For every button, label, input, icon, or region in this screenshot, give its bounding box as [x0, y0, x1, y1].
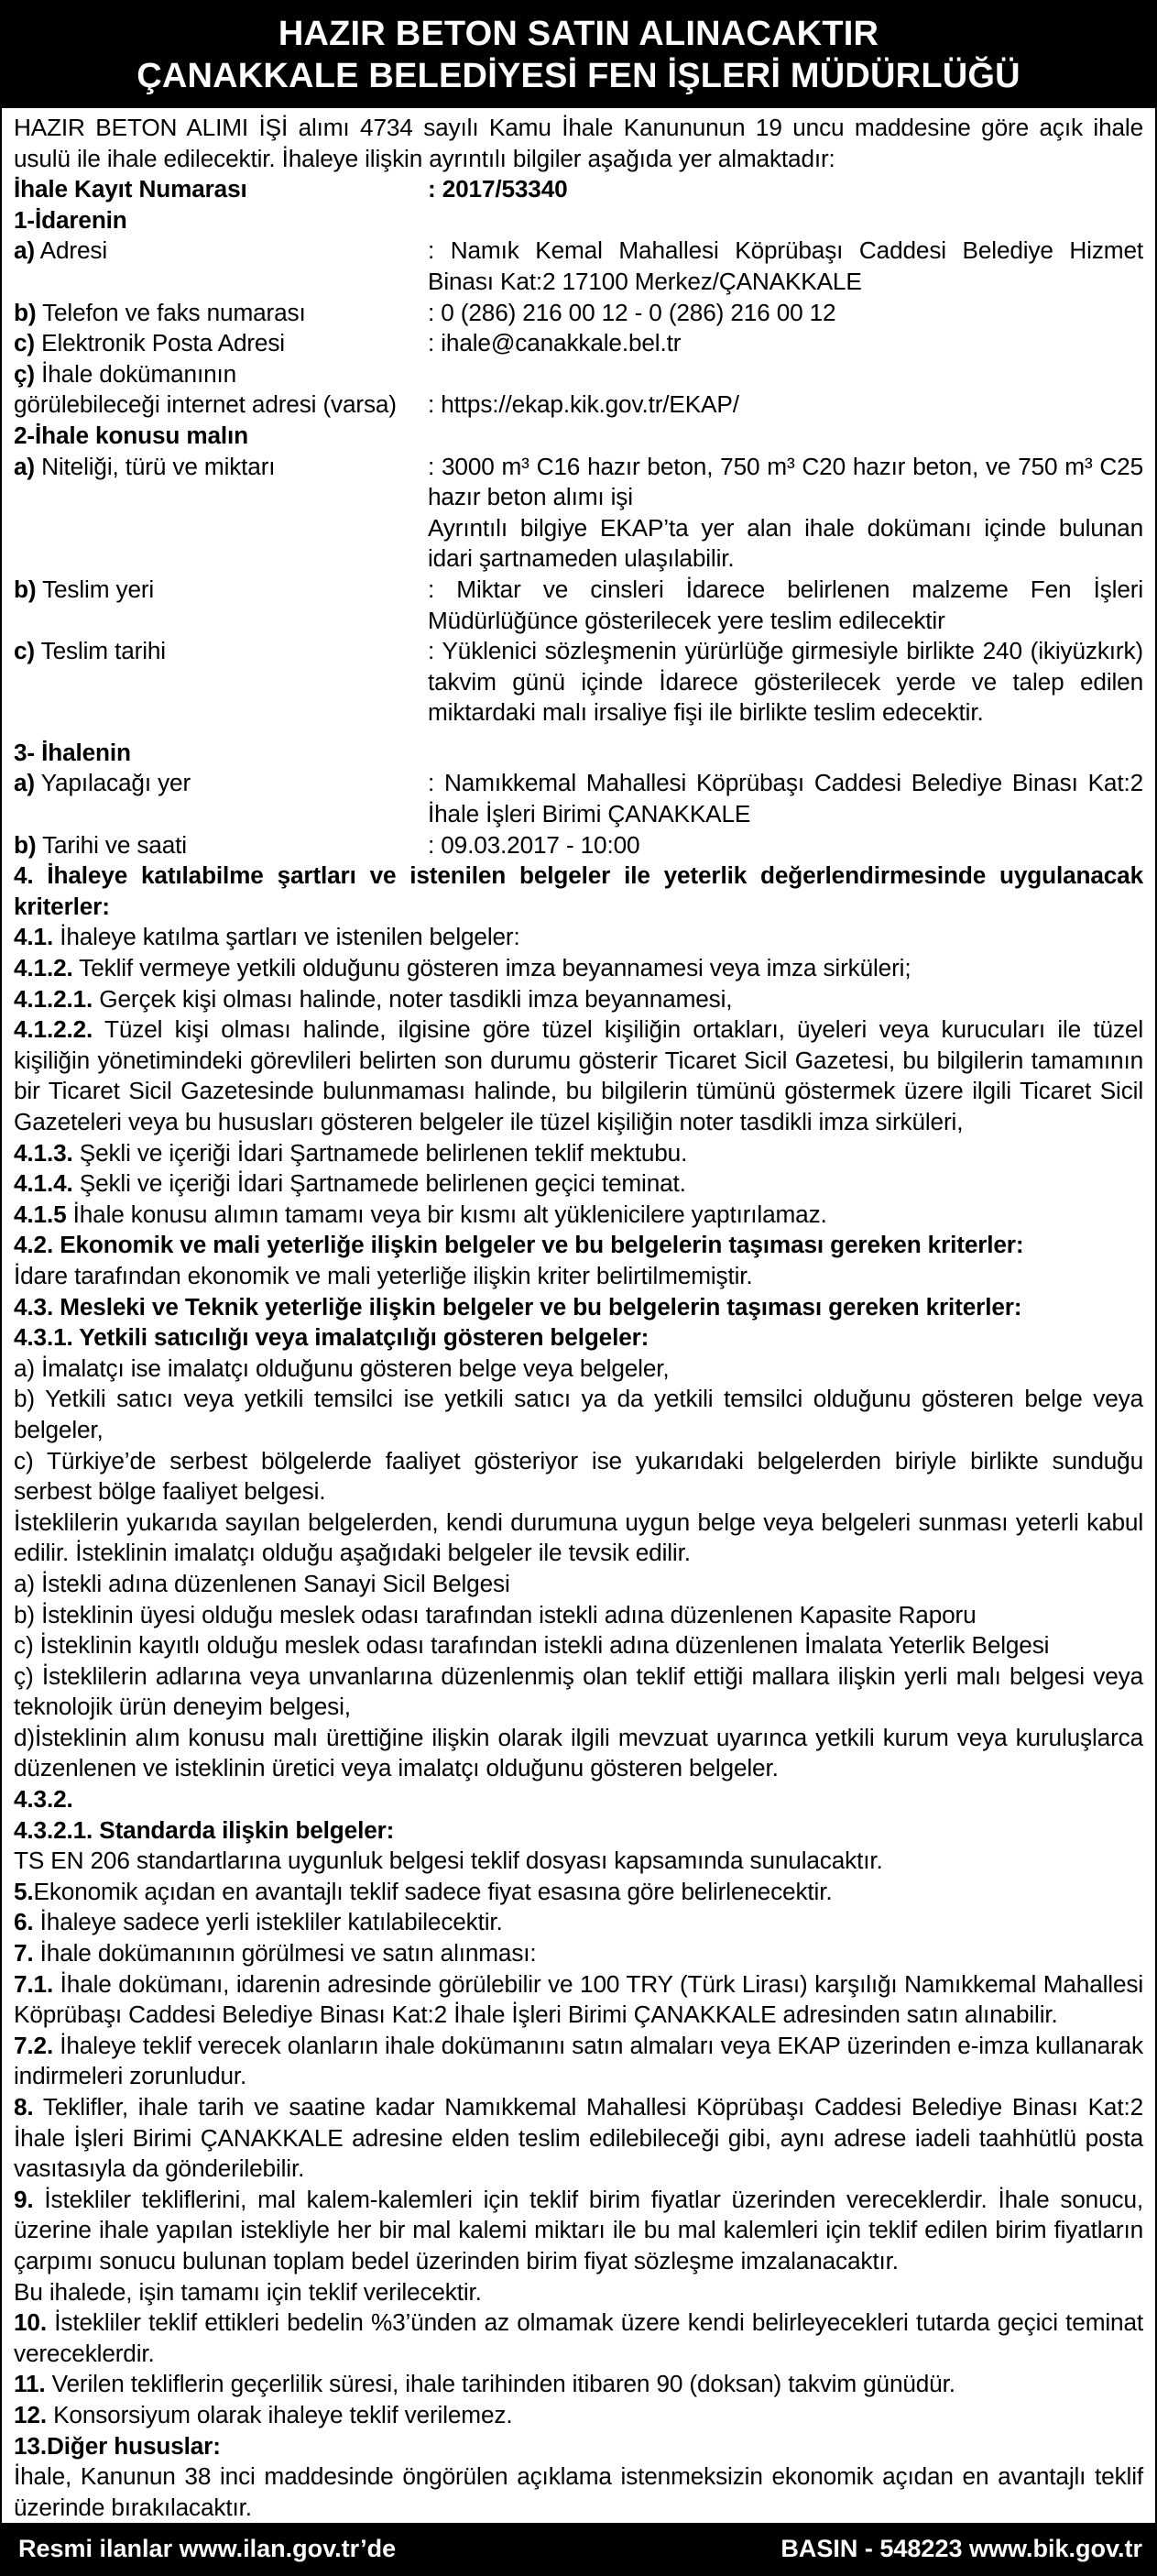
phone-label: Telefon ve faks numarası — [36, 298, 306, 326]
document-url-label: görülebileceği internet adresi (varsa) — [14, 390, 397, 419]
quantity-row — [14, 452, 1143, 575]
section-3-heading: 3- İhalenin — [14, 738, 131, 766]
clause-7: 7. İhale dokümanının görülmesi ve satın alınması: — [14, 1939, 537, 1968]
clause-11: 11. Verilen tekliflerin geçerlilik süresi, ihale tarihinden itibaren 90 (doksan) takvim günüdür. — [14, 2370, 955, 2398]
registration-number-label: İhale Kayıt Numarası — [14, 175, 247, 203]
clause-12: 12. Konsorsiyum olarak ihaleye teklif verilemez. — [14, 2400, 513, 2428]
delivery-place-label: Teslim yeri — [36, 575, 155, 603]
section-4-heading: 4. İhaleye katılabilme şartları ve istenilen belgeler ile yeterlik değerlendirmesinde uygulanacak kriterler: — [14, 861, 1143, 920]
registration-number-value: : 2017/53340 — [428, 175, 568, 203]
clause-6: 6. İhaleye sadece yerli istekliler katılabilecektir. — [14, 1908, 503, 1936]
clause-4-3-1-b: b) Yetkili satıcı veya yetkili temsilci ise yetkili satıcı ya da yetkili temsilci olduğunu gösteren belge veya belgeler, — [14, 1385, 1143, 1443]
clause-13-text: İhale, Kanunun 38 inci maddesinde öngörülen açıklama istenmeksizin ekonomik açıdan en avantajlı teklif üzerinde bırakılacaktır. — [14, 2462, 1143, 2521]
clause-4-3-2-1-text: TS EN 206 standartlarına uygunluk belgesi teklif dosyası kapsamında sunulacaktır. — [14, 1847, 883, 1875]
manufacturer-doc-cc: ç) İsteklilerin adlarına veya unvanlarına düzenlenmiş olan teklif ettiği mallara ilişkin yerli malı belgesi veya teknolojik ürün deneyim belgesi, — [14, 1661, 1143, 1721]
clause-4-1-2-1: 4.1.2.1. Gerçek kişi olması halinde, noter tasdikli imza beyannamesi, — [14, 984, 733, 1013]
clause-9-note: Bu ihalede, işin tamamı için teklif verilecektir. — [14, 2277, 482, 2306]
phone-value: : 0 (286) 216 00 12 - 0 (286) 216 00 12 — [428, 298, 836, 326]
document-url-value: : https://ekap.kik.gov.tr/EKAP/ — [428, 390, 739, 419]
announcement-footer — [2, 2523, 1155, 2574]
delivery-place-letter: b) — [14, 575, 37, 603]
clause-4-2-text: İdare tarafından ekonomik ve mali yeterliğe ilişkin kriter belirtilmemiştir. — [14, 1261, 753, 1289]
document-letter: ç) — [14, 359, 35, 388]
clause-7-1: 7.1. İhale dokümanı, idarenin adresinde görülebilir ve 100 TRY (Türk Lirası) karşılığı Namıkkemal Mahallesi Köprübaşı Caddesi Belediye Binası Kat:2 İhale İşleri Birimi ÇANAKKALE adresinden satın alınabilir. — [14, 1969, 1143, 2029]
clause-4-1-2: 4.1.2. Teklif vermeye yetkili olduğunu gösteren imza beyannamesi veya imza sirküleri; — [14, 954, 911, 982]
tender-place-value: : Namıkkemal Mahallesi Köprübaşı Caddesi Belediye Binası Kat:2 İhale İşleri Birimi ÇANAKKALE — [428, 769, 1143, 828]
phone-row — [14, 298, 1143, 329]
tender-place-row — [14, 768, 1143, 829]
clause-4-1-5: 4.1.5 İhale konusu alımın tamamı veya bir kısmı alt yüklenicilere yaptırılamaz. — [14, 1200, 827, 1228]
document-label: İhale dokümanının — [35, 359, 237, 388]
quantity-letter: a) — [14, 452, 35, 480]
clause-4-2-heading: 4.2. Ekonomik ve mali yeterliğe ilişkin belgeler ve bu belgelerin taşıması gereken kriterler: — [14, 1231, 1024, 1259]
delivery-date-label: Teslim tarihi — [35, 637, 166, 665]
clause-4-3-heading: 4.3. Mesleki ve Teknik yeterliğe ilişkin belgeler ve bu belgelerin taşıması gereken kriterler: — [14, 1292, 1022, 1321]
email-label: Elektronik Posta Adresi — [35, 329, 285, 357]
announcement-header — [2, 2, 1155, 108]
tender-date-label: Tarihi ve saati — [36, 830, 187, 859]
clause-4-3-1-a: a) İmalatçı ise imalatçı olduğunu gösteren belge veya belgeler, — [14, 1354, 670, 1382]
email-letter: c) — [14, 329, 35, 357]
footer-right-text: BASIN - 548223 www.bik.gov.tr — [780, 2534, 1142, 2562]
section-1-heading: 1-İdarenin — [14, 205, 127, 234]
delivery-date-row — [14, 636, 1143, 729]
announcement-body — [2, 108, 1155, 2523]
clause-4-1-2-2: 4.1.2.2. Tüzel kişi olması halinde, ilgisine göre tüzel kişiliğin ortakları, üyeleri veya kurucuları ile tüzel kişiliğin yönetimindeki görevlileri belirten son durumu gösterir Ticaret Sicil Gazetesi, bu bilgilerin tamamının bir Ticaret Sicil Gazetesinde bulunmaması halinde, bu bilgilerin tümünü göstermek üzere ilgili Ticaret Sicil Gazeteleri veya bu hususları gösteren belgeler ile tüzel kişiliğin noter tasdikli imza sirküleri, — [14, 1015, 1143, 1135]
quantity-value: : 3000 m³ C16 hazır beton, 750 m³ C20 hazır beton, ve 750 m³ C25 hazır beton alımı işi — [428, 452, 1143, 511]
address-letter: a) — [14, 236, 35, 265]
address-label: Adresi — [35, 236, 108, 265]
phone-letter: b) — [14, 298, 37, 326]
document-label-line1 — [14, 359, 1143, 390]
clause-4-3-1-c: c) Türkiye’de serbest bölgelerde faaliyet gösteriyor ise yukarıdaki belgelerden biriyle birlikte sunduğu serbest bölge faaliyet belgesi. — [14, 1446, 1143, 1506]
address-value: : Namık Kemal Mahallesi Köprübaşı Caddesi Belediye Hizmet Binası Kat:2 17100 Merkez/ÇANAKKALE — [428, 236, 1143, 295]
manufacturer-doc-b: b) İsteklinin üyesi olduğu meslek odası tarafından istekli adına düzenlenen Kapasite Raporu — [14, 1600, 977, 1628]
address-row — [14, 236, 1143, 297]
announcement-title: HAZIR BETON SATIN ALINACAKTIR — [278, 15, 879, 53]
tender-place-letter: a) — [14, 769, 35, 797]
tender-date-row — [14, 830, 1143, 861]
clause-4-1-3: 4.1.3. Şekli ve içeriği İdari Şartnamede belirlenen teklif mektubu. — [14, 1138, 688, 1167]
clause-7-2: 7.2. İhaleye teklif verecek olanların ihale dokümanını satın almaları veya EKAP üzerinden e-imza kullanarak indirmeleri zorunludur. — [14, 2031, 1143, 2090]
registration-number-row — [14, 174, 1143, 205]
clause-8: 8. Teklifler, ihale tarih ve saatine kadar Namıkkemal Mahallesi Köprübaşı Caddesi Belediye Binası Kat:2 İhale İşleri Birimi ÇANAKKALE adresine elden teslim edilebileceği gibi, aynı adrese iadeli taahhütlü posta vasıtasıyla da gönderilebilir. — [14, 2093, 1143, 2183]
intro-paragraph: HAZIR BETON ALIMI İŞİ alımı 4734 sayılı Kamu İhale Kanununun 19 uncu maddesine göre açık ihale usulü ile ihale edilecektir. İhaleye ilişkin ayrıntılı bilgiler aşağıda yer almaktadır: — [14, 114, 1143, 172]
clause-9: 9. İstekliler tekliflerini, mal kalem-kalemleri için teklif birim fiyatlar üzerinden vereceklerdir. İhale sonucu, üzerine ihale yapılan istekliyle her bir mal kalemi miktarı ile bu mal kalemleri için teklif edilen birim fiyatların çarpımı sonucu bulunan toplam bedel üzerinden birim fiyat sözleşme imzalanacaktır. — [14, 2185, 1143, 2275]
delivery-place-value: : Miktar ve cinsleri İdarece belirlenen malzeme Fen İşleri Müdürlüğünce gösterilecek yere teslim edilecektir — [428, 575, 1143, 634]
clause-13-heading: 13.Diğer hususlar: — [14, 2431, 221, 2460]
tender-date-value: : 09.03.2017 - 10:00 — [428, 830, 640, 859]
delivery-date-letter: c) — [14, 637, 35, 665]
email-value: : ihale@canakkale.bel.tr — [428, 329, 682, 357]
clause-4-3-1-heading: 4.3.1. Yetkili satıcılığı veya imalatçılığı gösteren belgeler: — [14, 1323, 649, 1352]
email-row — [14, 328, 1143, 359]
tender-date-letter: b) — [14, 830, 37, 859]
document-url-row — [14, 389, 1143, 421]
clause-5: 5.Ekonomik açıdan en avantajlı teklif sadece fiyat esasına göre belirlenecektir. — [14, 1877, 833, 1905]
clause-4-1: 4.1. İhaleye katılma şartları ve istenilen belgeler: — [14, 923, 520, 951]
section-2-heading: 2-İhale konusu malın — [14, 421, 249, 449]
manufacturer-doc-c: c) İsteklinin kayıtlı olduğu meslek odası tarafından istekli adına düzenlenen İmalata Yeterlik Belgesi — [14, 1631, 1050, 1660]
clause-4-3-2-1-heading: 4.3.2.1. Standarda ilişkin belgeler: — [14, 1815, 395, 1844]
clause-4-3-2-heading: 4.3.2. — [14, 1785, 73, 1814]
clause-10: 10. İstekliler teklif ettikleri bedelin %3’ünden az olmamak üzere kendi belirleyecekleri tutarda geçici teminat vereceklerdir. — [14, 2308, 1143, 2367]
footer-left-text: Resmi ilanlar www.ilan.gov.tr’de — [18, 2534, 397, 2562]
delivery-date-value: : Yüklenici sözleşmenin yürürlüğe girmesiyle birlikte 240 (ikiyüzkırk) takvim günü içinde İdarece gösterilecek yerde ve talep edilen miktardaki malı irsaliye fişi ile birlikte teslim edecektir. — [428, 637, 1143, 727]
tender-place-label: Yapılacağı yer — [35, 769, 191, 797]
clause-4-1-4: 4.1.4. Şekli ve içeriği İdari Şartnamede belirlenen geçici teminat. — [14, 1169, 686, 1198]
delivery-place-row — [14, 575, 1143, 636]
manufacturer-doc-d: d)İsteklinin alım konusu malı ürettiğine ilişkin olarak ilgili mevzuat uyarınca yetkili kurum veya kuruluşlarca düzenlenen ve isteklinin üretici veya imalatçı olduğunu gösteren belgeler. — [14, 1723, 1143, 1782]
quantity-note: Ayrıntılı bilgiye EKAP’ta yer alan ihale dokümanı içinde bulunan idari şartnameden ulaşılabilir. — [428, 513, 1143, 573]
quantity-label: Niteliği, türü ve miktarı — [35, 452, 276, 480]
manufacturer-doc-a: a) İstekli adına düzenlenen Sanayi Sicil Belgesi — [14, 1569, 510, 1597]
clause-4-3-1-paragraph: İsteklilerin yukarıda sayılan belgelerden, kendi durumuna uygun belge veya belgeleri sunması yeterli kabul edilir. İsteklinin imalatçı olduğu aşağıdaki belgeler ile tevsik edilir. — [14, 1507, 1143, 1567]
announcement-institution: ÇANAKKALE BELEDİYESİ FEN İŞLERİ MÜDÜRLÜĞÜ — [136, 57, 1021, 95]
